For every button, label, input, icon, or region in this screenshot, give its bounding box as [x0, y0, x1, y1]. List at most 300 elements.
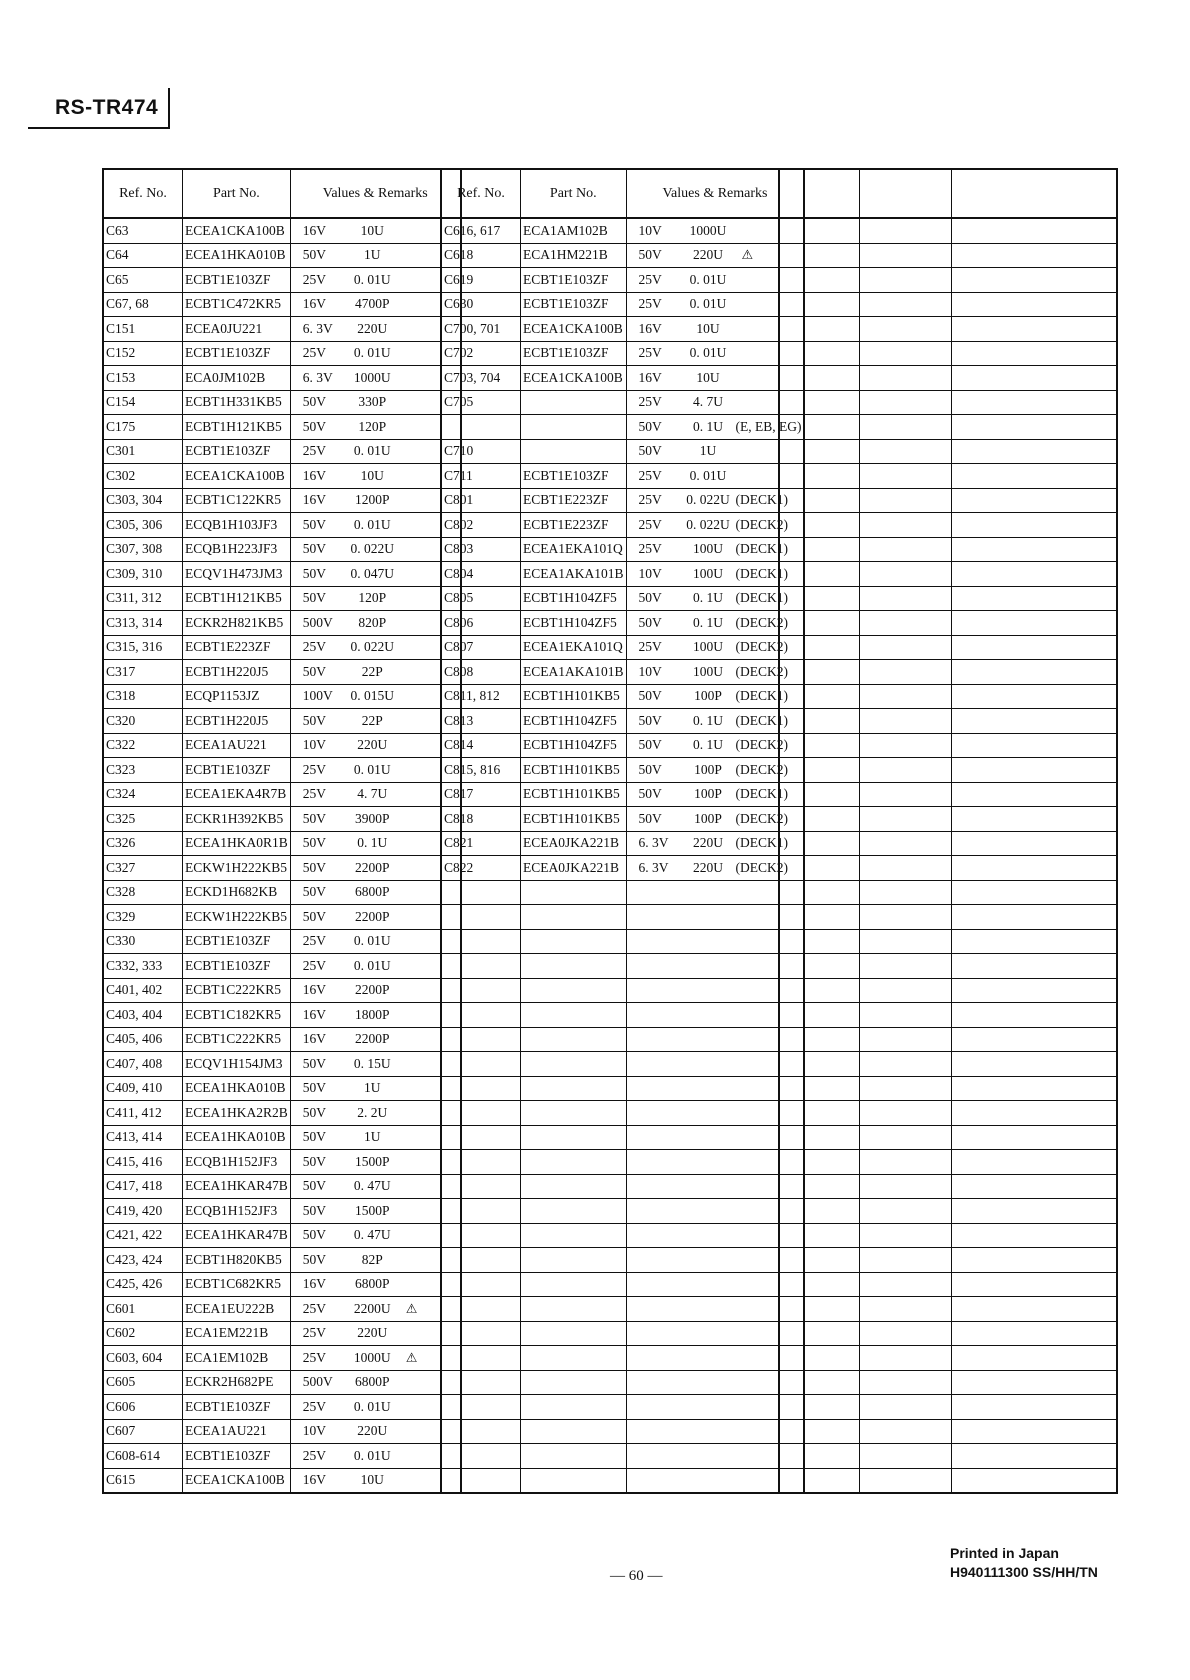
- voltage-value: 50V: [302, 1178, 327, 1194]
- table-row: [779, 243, 1117, 268]
- table-row: [441, 415, 804, 440]
- ref-no-cell: [441, 1174, 521, 1199]
- empty-cell: [860, 1370, 952, 1395]
- part-no-cell: ECBT1E103ZF: [183, 341, 291, 366]
- capacitance-value: 0. 47U: [353, 1227, 391, 1243]
- part-no-cell: ECA1AM102B: [521, 218, 627, 243]
- table-row: [441, 880, 804, 905]
- remark-text: (DECK2): [735, 639, 788, 655]
- part-no-cell: ECEA1HKA2R2B: [183, 1101, 291, 1126]
- empty-cell: [779, 1076, 860, 1101]
- table-row: [103, 758, 461, 783]
- table-row: [779, 1027, 1117, 1052]
- voltage-value: 50V: [302, 835, 327, 851]
- ref-no-cell: C419, 420: [103, 1199, 183, 1224]
- part-no-cell: ECBT1C472KR5: [183, 292, 291, 317]
- part-no-cell: ECEA1EKA101Q: [521, 537, 627, 562]
- values-remarks-cell: [290, 880, 461, 905]
- empty-cell: [860, 856, 952, 881]
- part-no-cell: ECQB1H152JF3: [183, 1150, 291, 1175]
- part-no-cell: ECA1EM102B: [183, 1346, 291, 1371]
- empty-cell: [952, 1468, 1118, 1493]
- table-row: [103, 586, 461, 611]
- ref-no-cell: C822: [441, 856, 521, 881]
- voltage-value: 6. 3V: [302, 369, 333, 385]
- empty-cell: [779, 807, 860, 832]
- ref-no-cell: C317: [103, 660, 183, 685]
- voltage-value: 50V: [302, 247, 327, 263]
- empty-cell: [779, 1370, 860, 1395]
- table-row: [441, 611, 804, 636]
- ref-no-cell: [441, 1027, 521, 1052]
- empty-cell: [952, 807, 1118, 832]
- remark-text: (E, EB, EG): [735, 418, 802, 434]
- capacitance-value: 0. 15U: [353, 1055, 391, 1071]
- empty-cell: [779, 1003, 860, 1028]
- table-row: [779, 905, 1117, 930]
- empty-cell: [860, 831, 952, 856]
- table-row: [779, 1321, 1117, 1346]
- part-no-cell: [521, 905, 627, 930]
- table-row: [103, 905, 461, 930]
- table-row: [441, 562, 804, 587]
- ref-no-cell: C407, 408: [103, 1052, 183, 1077]
- table-row: [441, 366, 804, 391]
- values-remarks-cell: [290, 341, 461, 366]
- table-row: [103, 709, 461, 734]
- ref-no-cell: C329: [103, 905, 183, 930]
- part-no-cell: ECBT1H104ZF5: [521, 586, 627, 611]
- table-row: [441, 1174, 804, 1199]
- table-row: [103, 1199, 461, 1224]
- empty-cell: [860, 1297, 952, 1322]
- remark-text: (DECK1): [735, 835, 788, 851]
- ref-no-cell: [441, 1003, 521, 1028]
- empty-cell: [779, 1444, 860, 1469]
- table-row: [779, 1101, 1117, 1126]
- table-row: [779, 1395, 1117, 1420]
- table-row: [103, 1468, 461, 1493]
- values-remarks-cell: [290, 1321, 461, 1346]
- empty-cell: [952, 1370, 1118, 1395]
- ref-no-cell: C630: [441, 292, 521, 317]
- empty-cell: [779, 1125, 860, 1150]
- voltage-value: 10V: [302, 1423, 327, 1439]
- table-row: [441, 1297, 804, 1322]
- table-row: [441, 782, 804, 807]
- table-row: [103, 856, 461, 881]
- capacitance-value: 120P: [358, 590, 387, 606]
- voltage-value: 25V: [638, 516, 662, 532]
- voltage-value: 50V: [302, 810, 327, 826]
- values-remarks-cell: [290, 1223, 461, 1248]
- table-row: [103, 782, 461, 807]
- ref-no-cell: C327: [103, 856, 183, 881]
- ref-no-cell: [441, 1248, 521, 1273]
- values-remarks-cell: [290, 1272, 461, 1297]
- empty-cell: [779, 341, 860, 366]
- col-header-values: Values & Remarks: [626, 169, 804, 218]
- voltage-value: 50V: [302, 590, 327, 606]
- table-row: [779, 782, 1117, 807]
- ref-no-cell: C175: [103, 415, 183, 440]
- empty-cell: [860, 268, 952, 293]
- empty-cell: [952, 1174, 1118, 1199]
- table-row: [779, 856, 1117, 881]
- empty-cell: [952, 1223, 1118, 1248]
- capacitance-value: 4700P: [355, 296, 390, 312]
- parts-table-left: [102, 168, 462, 1494]
- part-no-cell: ECBT1H104ZF5: [521, 733, 627, 758]
- empty-cell: [779, 1321, 860, 1346]
- table-row: [779, 880, 1117, 905]
- ref-no-cell: [441, 1272, 521, 1297]
- table-row: [441, 390, 804, 415]
- empty-cell: [952, 660, 1118, 685]
- part-no-cell: ECEA1HKAR47B: [183, 1223, 291, 1248]
- ref-no-cell: C710: [441, 439, 521, 464]
- voltage-value: 16V: [302, 1031, 327, 1047]
- ref-no-cell: [441, 1150, 521, 1175]
- ref-no-cell: C806: [441, 611, 521, 636]
- table-row: [441, 807, 804, 832]
- capacitance-value: 0. 01U: [353, 443, 391, 459]
- voltage-value: 10V: [638, 222, 662, 238]
- ref-no-cell: C814: [441, 733, 521, 758]
- capacitance-value: 22P: [361, 663, 383, 679]
- table-row: [779, 684, 1117, 709]
- part-no-cell: ECBT1E103ZF: [521, 464, 627, 489]
- empty-cell: [779, 586, 860, 611]
- table-row: [779, 562, 1117, 587]
- empty-cell: [860, 978, 952, 1003]
- values-remarks-cell: [290, 415, 461, 440]
- table-row: [441, 1003, 804, 1028]
- voltage-value: 50V: [638, 761, 662, 777]
- empty-cell: [952, 782, 1118, 807]
- ref-no-cell: C813: [441, 709, 521, 734]
- values-remarks-cell: [290, 709, 461, 734]
- capacitance-value: 2200P: [355, 1031, 390, 1047]
- ref-no-cell: C603, 604: [103, 1346, 183, 1371]
- empty-cell: [952, 1444, 1118, 1469]
- values-remarks-cell: [290, 218, 461, 243]
- voltage-value: 50V: [302, 394, 327, 410]
- table-row: [103, 1027, 461, 1052]
- voltage-value: 50V: [302, 1202, 327, 1218]
- remark-text: (DECK2): [735, 516, 788, 532]
- empty-cell: [860, 513, 952, 538]
- capacitance-value: 0. 022U: [686, 492, 730, 508]
- table-row: [441, 292, 804, 317]
- table-row: [441, 537, 804, 562]
- safety-warning-icon: ⚠: [405, 1349, 418, 1365]
- ref-no-cell: C305, 306: [103, 513, 183, 538]
- remark-text: (DECK1): [735, 688, 788, 704]
- values-remarks-cell: [290, 1101, 461, 1126]
- voltage-value: 25V: [302, 1398, 327, 1414]
- table-row: [779, 1297, 1117, 1322]
- empty-cell: [860, 1346, 952, 1371]
- table-row: [441, 635, 804, 660]
- empty-cell: [860, 1150, 952, 1175]
- part-no-cell: [521, 880, 627, 905]
- table-row: [779, 635, 1117, 660]
- capacitance-value: 0. 47U: [353, 1178, 391, 1194]
- table-row: [779, 1052, 1117, 1077]
- col-header-empty-3: [952, 169, 1118, 218]
- capacitance-value: 100U: [693, 565, 723, 581]
- values-remarks-cell: [290, 464, 461, 489]
- empty-cell: [779, 782, 860, 807]
- part-no-cell: ECBT1C222KR5: [183, 978, 291, 1003]
- part-no-cell: ECBT1E103ZF: [183, 1444, 291, 1469]
- col-header-values: Values & Remarks: [290, 169, 461, 218]
- table-row: [441, 1346, 804, 1371]
- table-row: [103, 317, 461, 342]
- table-row: [779, 390, 1117, 415]
- voltage-value: 25V: [302, 957, 327, 973]
- empty-cell: [860, 782, 952, 807]
- capacitance-value: 100U: [693, 663, 723, 679]
- voltage-value: 50V: [302, 516, 327, 532]
- part-no-cell: ECBT1H121KB5: [183, 586, 291, 611]
- values-remarks-cell: [290, 1395, 461, 1420]
- capacitance-value: 0. 01U: [353, 761, 391, 777]
- empty-cell: [860, 929, 952, 954]
- voltage-value: 16V: [302, 982, 327, 998]
- capacitance-value: 10U: [360, 1472, 384, 1488]
- table-row: [441, 1076, 804, 1101]
- table-row: [779, 807, 1117, 832]
- voltage-value: 50V: [638, 418, 662, 434]
- capacitance-value: 1200P: [355, 492, 390, 508]
- values-remarks-cell: [290, 782, 461, 807]
- empty-cell: [779, 709, 860, 734]
- ref-no-cell: C318: [103, 684, 183, 709]
- ref-no-cell: [441, 978, 521, 1003]
- safety-warning-icon: ⚠: [741, 247, 754, 263]
- values-remarks-cell: [290, 513, 461, 538]
- empty-cell: [860, 1199, 952, 1224]
- capacitance-value: 0. 01U: [353, 957, 391, 973]
- table-row: [103, 1125, 461, 1150]
- ref-no-cell: C67, 68: [103, 292, 183, 317]
- empty-cell: [860, 1248, 952, 1273]
- ref-no-cell: C311, 312: [103, 586, 183, 611]
- empty-cell: [779, 1419, 860, 1444]
- voltage-value: 50V: [638, 590, 662, 606]
- empty-cell: [860, 488, 952, 513]
- empty-cell: [779, 243, 860, 268]
- capacitance-value: 220U: [357, 737, 388, 753]
- remark-text: (DECK1): [735, 492, 788, 508]
- part-no-cell: [521, 1150, 627, 1175]
- capacitance-value: 120P: [358, 418, 387, 434]
- voltage-value: 25V: [302, 271, 327, 287]
- part-no-cell: ECBT1H331KB5: [183, 390, 291, 415]
- values-remarks-cell: [290, 1346, 461, 1371]
- part-no-cell: ECA1EM221B: [183, 1321, 291, 1346]
- table-row: [779, 978, 1117, 1003]
- empty-cell: [952, 1027, 1118, 1052]
- table-row: [779, 1125, 1117, 1150]
- ref-no-cell: C711: [441, 464, 521, 489]
- voltage-value: 50V: [638, 712, 662, 728]
- capacitance-value: 2200P: [355, 982, 390, 998]
- empty-cell: [779, 1223, 860, 1248]
- table-row: [441, 341, 804, 366]
- table-row: [103, 733, 461, 758]
- empty-cell: [779, 464, 860, 489]
- capacitance-value: 0. 015U: [350, 688, 395, 704]
- empty-cell: [952, 978, 1118, 1003]
- voltage-value: 6. 3V: [638, 835, 669, 851]
- part-no-cell: ECBT1H220J5: [183, 660, 291, 685]
- table-row: [779, 1346, 1117, 1371]
- ref-no-cell: C405, 406: [103, 1027, 183, 1052]
- empty-cell: [779, 1101, 860, 1126]
- part-no-cell: ECEA1CKA100B: [521, 366, 627, 391]
- capacitance-value: 0. 01U: [689, 345, 727, 361]
- empty-cell: [952, 758, 1118, 783]
- empty-cell: [779, 317, 860, 342]
- remark-text: (DECK2): [735, 737, 788, 753]
- part-no-cell: ECEA1AU221: [183, 1419, 291, 1444]
- empty-cell: [860, 1076, 952, 1101]
- voltage-value: 50V: [302, 541, 327, 557]
- table-row: [779, 218, 1117, 243]
- part-no-cell: ECBT1C222KR5: [183, 1027, 291, 1052]
- ref-no-cell: [441, 1321, 521, 1346]
- capacitance-value: 0. 01U: [353, 1447, 391, 1463]
- voltage-value: 16V: [302, 492, 327, 508]
- capacitance-value: 0. 1U: [693, 712, 723, 728]
- voltage-value: 500V: [302, 614, 333, 630]
- empty-cell: [860, 366, 952, 391]
- voltage-value: 25V: [638, 296, 662, 312]
- ref-no-cell: C602: [103, 1321, 183, 1346]
- table-row: [779, 341, 1117, 366]
- table-row: [779, 1199, 1117, 1224]
- values-remarks-cell: [290, 1444, 461, 1469]
- remark-text: (DECK1): [735, 786, 788, 802]
- part-no-cell: ECKW1H222KB5: [183, 905, 291, 930]
- empty-cell: [952, 856, 1118, 881]
- table-row: [779, 1076, 1117, 1101]
- part-no-cell: ECEA1HKAR47B: [183, 1174, 291, 1199]
- empty-cell: [952, 292, 1118, 317]
- table-row: [779, 1468, 1117, 1493]
- table-row: [441, 1444, 804, 1469]
- part-no-cell: ECBT1E103ZF: [183, 758, 291, 783]
- part-no-cell: ECBT1E103ZF: [183, 268, 291, 293]
- empty-cell: [860, 415, 952, 440]
- table-row: [441, 464, 804, 489]
- empty-cell: [860, 1101, 952, 1126]
- ref-no-cell: C415, 416: [103, 1150, 183, 1175]
- table-row: [441, 1370, 804, 1395]
- table-row: [103, 635, 461, 660]
- empty-cell: [860, 660, 952, 685]
- table-row: [441, 758, 804, 783]
- title-underline: [28, 127, 170, 129]
- table-row: [103, 954, 461, 979]
- empty-cell: [952, 954, 1118, 979]
- empty-cell: [779, 635, 860, 660]
- table-row: [103, 341, 461, 366]
- capacitance-value: 6800P: [355, 884, 390, 900]
- capacitance-value: 0. 1U: [357, 835, 388, 851]
- part-no-cell: ECBT1H101KB5: [521, 807, 627, 832]
- empty-cell: [860, 611, 952, 636]
- empty-cell: [952, 488, 1118, 513]
- table-row: [779, 1003, 1117, 1028]
- values-remarks-cell: [290, 1468, 461, 1493]
- voltage-value: 25V: [302, 443, 327, 459]
- table-row: [103, 807, 461, 832]
- part-no-cell: ECBT1E103ZF: [183, 1395, 291, 1420]
- voltage-value: 50V: [302, 1129, 327, 1145]
- model-title: RS-TR474: [55, 96, 159, 119]
- ref-no-cell: C619: [441, 268, 521, 293]
- voltage-value: 25V: [302, 1300, 327, 1316]
- part-no-cell: ECEA1AKA101B: [521, 660, 627, 685]
- table-row: [441, 954, 804, 979]
- voltage-value: 16V: [302, 467, 327, 483]
- capacitance-value: 1000U: [353, 369, 391, 385]
- values-remarks-cell: [290, 733, 461, 758]
- capacitance-value: 2. 2U: [357, 1104, 388, 1120]
- table-row: [103, 292, 461, 317]
- empty-cell: [860, 243, 952, 268]
- part-no-cell: [521, 1395, 627, 1420]
- part-no-cell: [521, 1027, 627, 1052]
- ref-no-cell: C608-614: [103, 1444, 183, 1469]
- col-header-empty-1: [779, 169, 860, 218]
- empty-cell: [860, 537, 952, 562]
- ref-no-cell: [441, 1468, 521, 1493]
- voltage-value: 50V: [302, 859, 327, 875]
- values-remarks-cell: [290, 1174, 461, 1199]
- capacitance-value: 1U: [364, 247, 381, 263]
- capacitance-value: 0. 01U: [353, 933, 391, 949]
- ref-no-cell: C154: [103, 390, 183, 415]
- voltage-value: 50V: [302, 1080, 327, 1096]
- ref-no-cell: C303, 304: [103, 488, 183, 513]
- empty-cell: [860, 292, 952, 317]
- table-row: [103, 218, 461, 243]
- ref-no-cell: C153: [103, 366, 183, 391]
- values-remarks-cell: [290, 611, 461, 636]
- voltage-value: 500V: [302, 1374, 333, 1390]
- empty-cell: [860, 317, 952, 342]
- empty-cell: [860, 758, 952, 783]
- values-remarks-cell: [290, 488, 461, 513]
- capacitance-value: 0. 01U: [353, 345, 391, 361]
- empty-cell: [779, 1468, 860, 1493]
- table-row: [103, 1223, 461, 1248]
- values-remarks-cell: [290, 243, 461, 268]
- remark-text: (DECK2): [735, 614, 788, 630]
- table-row: [103, 611, 461, 636]
- part-no-cell: [521, 1101, 627, 1126]
- empty-cell: [779, 1052, 860, 1077]
- ref-no-cell: [441, 929, 521, 954]
- ref-no-cell: [441, 954, 521, 979]
- empty-cell: [860, 586, 952, 611]
- empty-cell: [860, 1174, 952, 1199]
